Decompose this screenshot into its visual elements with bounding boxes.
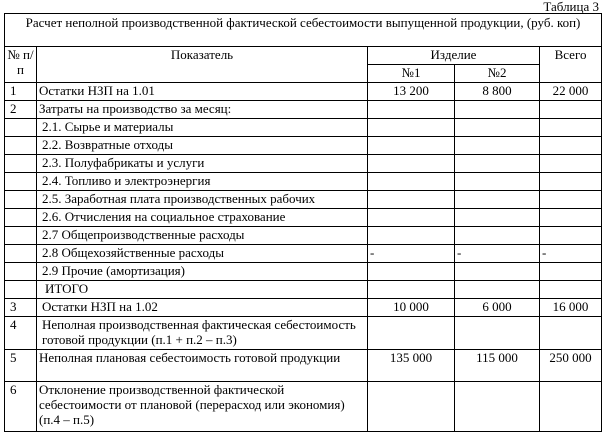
row-label: 2.3. Полуфабрикаты и услуги xyxy=(37,155,368,173)
row-num: 1 xyxy=(5,83,37,101)
row-value-product-2 xyxy=(455,209,540,227)
row-value-product-2 xyxy=(455,382,540,432)
row-label: 2.6. Отчисления на социальное страхование xyxy=(37,209,368,227)
row-value-total xyxy=(540,281,602,299)
row-value-product-2 xyxy=(455,137,540,155)
row-value-total xyxy=(540,227,602,245)
row-value-total: - xyxy=(540,245,602,263)
table-row xyxy=(5,245,602,263)
row-value-product-2 xyxy=(455,263,540,281)
row-num: 3 xyxy=(5,299,37,317)
row-value-product-2 xyxy=(455,227,540,245)
row-num xyxy=(5,173,37,191)
row-num xyxy=(5,155,37,173)
table-row xyxy=(5,227,602,245)
row-value-product-1 xyxy=(368,317,455,350)
table-row xyxy=(5,137,602,155)
table-title: Расчет неполной производственной фактической себестоимости выпущенной продукции, (руб. коп) xyxy=(5,14,602,47)
row-value-product-2 xyxy=(455,101,540,119)
row-value-product-2: - xyxy=(455,245,540,263)
row-num xyxy=(5,191,37,209)
table-row xyxy=(5,299,602,317)
row-value-product-1 xyxy=(368,119,455,137)
table-row xyxy=(5,263,602,281)
row-value-product-1 xyxy=(368,281,455,299)
header-product: Изделие xyxy=(368,47,540,65)
row-label: 2.8 Общехозяйственные расходы xyxy=(37,245,368,263)
row-num xyxy=(5,281,37,299)
row-num: 5 xyxy=(5,350,37,382)
row-value-product-1: 13 200 xyxy=(368,83,455,101)
header-indicator: Показатель xyxy=(37,47,368,83)
row-value-total xyxy=(540,317,602,350)
table-row xyxy=(5,119,602,137)
row-label: 2.7 Общепроизводственные расходы xyxy=(37,227,368,245)
row-value-product-1 xyxy=(368,137,455,155)
table-row xyxy=(5,350,602,382)
table-row xyxy=(5,173,602,191)
row-label: 2.5. Заработная плата производственных рабочих xyxy=(37,191,368,209)
row-label: Затраты на производство за месяц: xyxy=(37,101,368,119)
row-value-product-1: 10 000 xyxy=(368,299,455,317)
row-value-total: 250 000 xyxy=(540,350,602,382)
row-value-product-2: 8 800 xyxy=(455,83,540,101)
header-num: № п/п xyxy=(5,47,37,83)
table-row xyxy=(5,155,602,173)
row-value-total xyxy=(540,119,602,137)
table-number: Таблица 3 xyxy=(543,0,599,14)
row-value-product-1: - xyxy=(368,245,455,263)
row-value-total xyxy=(540,173,602,191)
row-label: Остатки НЗП на 1.01 xyxy=(37,83,368,101)
table-row-total xyxy=(5,281,602,299)
row-label: Отклонение производственной фактической себестоимости от плановой (перерасход или экономия) (п.4 – п.5) xyxy=(37,382,368,432)
row-num xyxy=(5,137,37,155)
row-value-total xyxy=(540,263,602,281)
row-value-product-1 xyxy=(368,382,455,432)
row-value-total: 16 000 xyxy=(540,299,602,317)
row-label: 2.9 Прочие (амортизация) xyxy=(37,263,368,281)
row-num: 6 xyxy=(5,382,37,432)
row-value-total: 22 000 xyxy=(540,83,602,101)
row-value-product-1: 135 000 xyxy=(368,350,455,382)
table-row xyxy=(5,191,602,209)
row-num: 4 xyxy=(5,317,37,350)
row-value-product-1 xyxy=(368,101,455,119)
table-row xyxy=(5,382,602,432)
row-value-product-2 xyxy=(455,191,540,209)
row-value-product-1 xyxy=(368,173,455,191)
row-num xyxy=(5,227,37,245)
row-num xyxy=(5,209,37,227)
row-value-product-2 xyxy=(455,317,540,350)
header-row-1 xyxy=(5,47,602,65)
row-value-product-2 xyxy=(455,155,540,173)
header-total: Всего xyxy=(540,47,602,83)
header-product-2: №2 xyxy=(455,65,540,83)
row-label: ИТОГО xyxy=(37,281,368,299)
row-value-product-1 xyxy=(368,209,455,227)
row-value-total xyxy=(540,101,602,119)
row-value-total xyxy=(540,191,602,209)
header-product-1: №1 xyxy=(368,65,455,83)
row-value-product-1 xyxy=(368,227,455,245)
title-row xyxy=(5,14,602,47)
cost-table xyxy=(4,13,602,432)
table-row xyxy=(5,317,602,350)
row-value-product-2: 6 000 xyxy=(455,299,540,317)
row-value-product-2 xyxy=(455,119,540,137)
row-label: 2.4. Топливо и электроэнергия xyxy=(37,173,368,191)
row-num xyxy=(5,245,37,263)
row-value-total xyxy=(540,209,602,227)
row-label: Остатки НЗП на 1.02 xyxy=(37,299,368,317)
row-value-product-2: 115 000 xyxy=(455,350,540,382)
row-label: 2.1. Сырье и материалы xyxy=(37,119,368,137)
row-value-product-2 xyxy=(455,173,540,191)
row-value-product-2 xyxy=(455,281,540,299)
row-value-total xyxy=(540,137,602,155)
row-value-total xyxy=(540,155,602,173)
table-row xyxy=(5,83,602,101)
row-value-product-1 xyxy=(368,263,455,281)
table-row xyxy=(5,101,602,119)
table-row xyxy=(5,209,602,227)
row-value-product-1 xyxy=(368,191,455,209)
row-label: 2.2. Возвратные отходы xyxy=(37,137,368,155)
row-label: Неполная производственная фактическая себестоимость готовой продукции (п.1 + п.2 – п.3) xyxy=(37,317,368,350)
row-value-total xyxy=(540,382,602,432)
row-num xyxy=(5,119,37,137)
row-label: Неполная плановая себестоимость готовой продукции xyxy=(37,350,368,382)
row-num: 2 xyxy=(5,101,37,119)
row-num xyxy=(5,263,37,281)
row-value-product-1 xyxy=(368,155,455,173)
